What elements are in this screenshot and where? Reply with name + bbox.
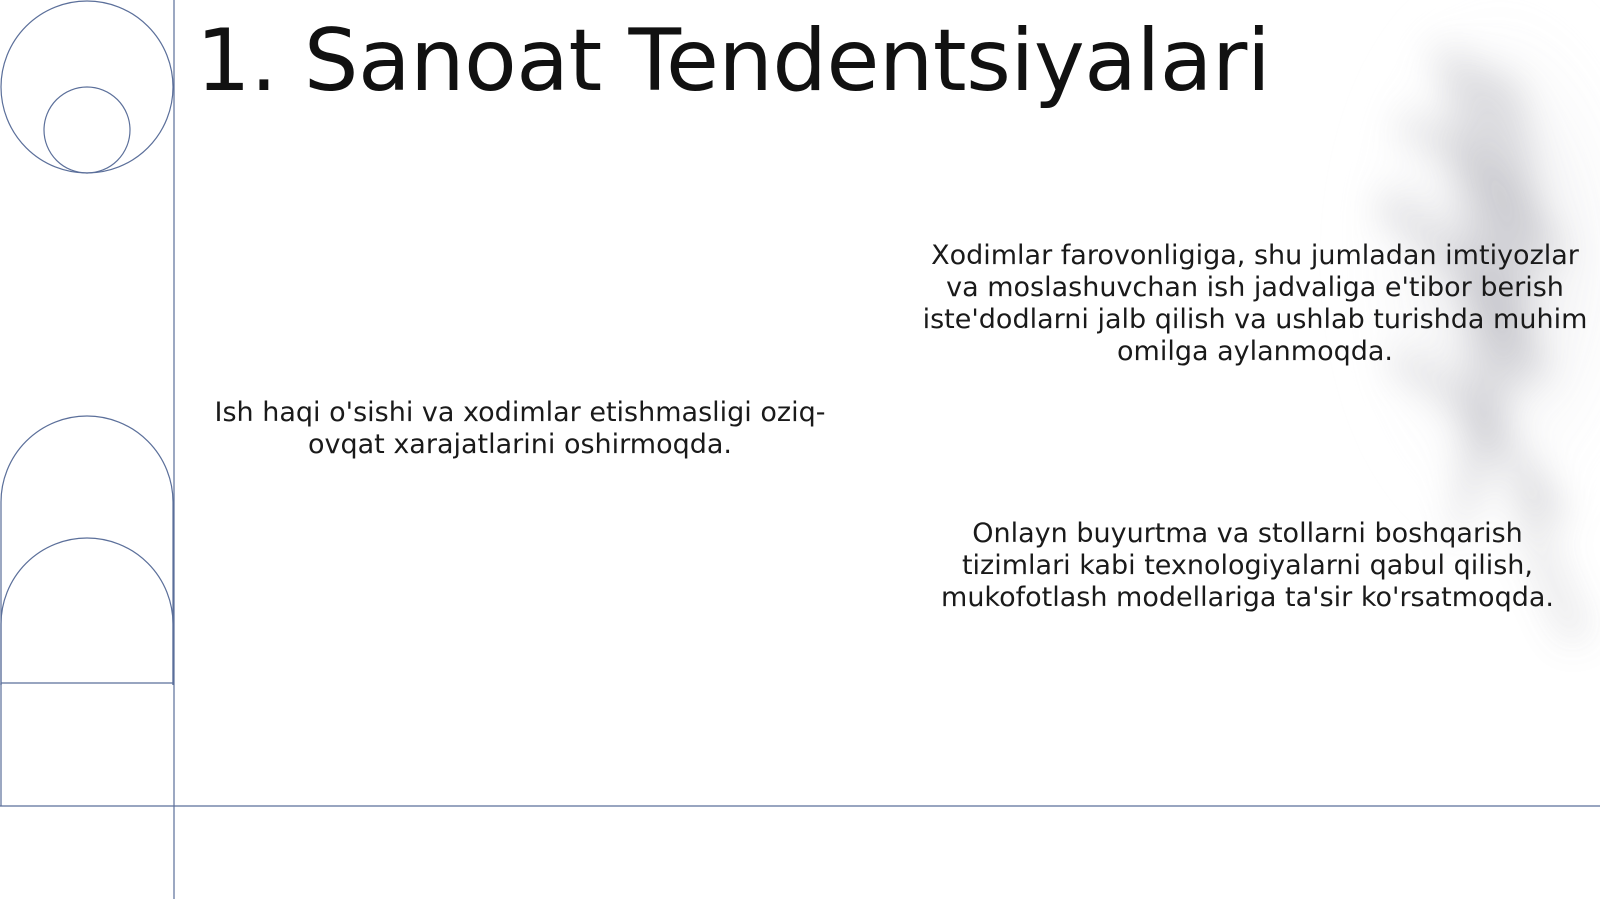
point-wage-growth: Ish haqi o'sishi va xodimlar etishmasligi oziq-ovqat xarajatlarini oshirmoqda. [214, 397, 826, 460]
lower-arch-outline [1, 538, 173, 685]
point-employee-wellbeing: Xodimlar farovonligiga, shu jumladan imtiyozlar va moslashuvchan ish jadvaliga e'tibor berish iste'dodlarni jalb qilish va ushlab turishda muhim omilga aylanmoqda. [922, 240, 1588, 367]
small-circle-outline [44, 87, 130, 173]
slide-title: 1. Sanoat Tendentsiyalari [196, 11, 1271, 111]
upper-arch-outline [1, 416, 173, 685]
point-technology-adoption: Onlayn buyurtma va stollarni boshqarish tizimlari kabi texnologiyalarni qabul qilish, mukofotlash modellariga ta'sir ko'rsatmoqda. [941, 518, 1554, 613]
